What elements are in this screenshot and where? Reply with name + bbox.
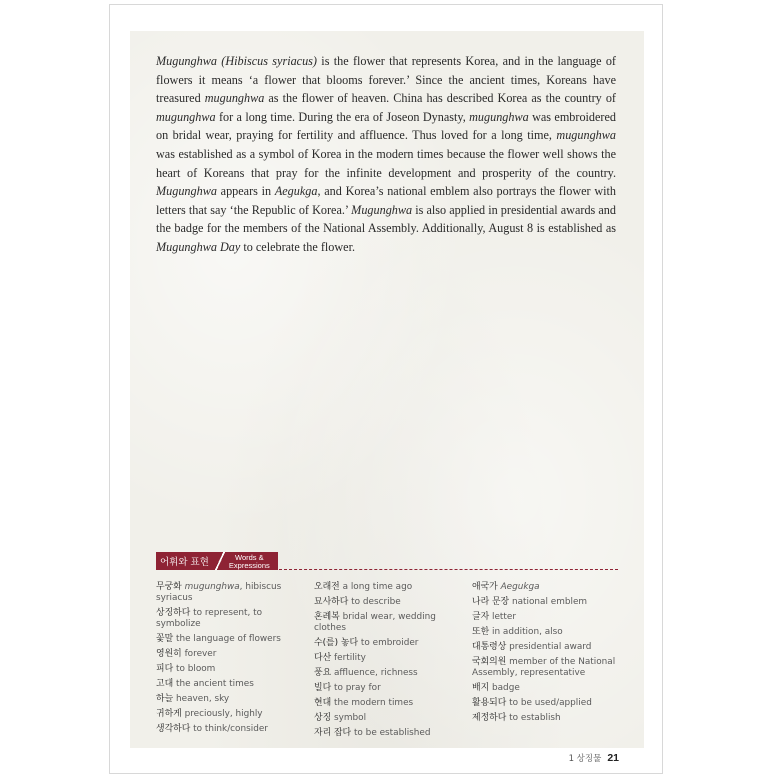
vocab-english: to represent, to symbolize bbox=[156, 608, 263, 630]
vocab-english bbox=[501, 582, 540, 592]
vocab-english: fertility bbox=[333, 653, 366, 664]
vocab-korean: 또한 bbox=[472, 627, 490, 637]
vocab-column-2 bbox=[314, 582, 464, 743]
vocab-korean: 영원히 bbox=[156, 649, 182, 660]
vocab-korean: 대통령상 bbox=[472, 642, 507, 652]
vocab-korean: 귀하게 bbox=[156, 709, 182, 720]
page-footer bbox=[569, 752, 619, 764]
vocab-item bbox=[314, 612, 464, 634]
vocab-english: a long time ago bbox=[342, 582, 413, 592]
vocab-english: preciously, highly bbox=[184, 709, 263, 720]
vocab-korean: 오래전 bbox=[314, 582, 340, 592]
words-header-english bbox=[225, 552, 278, 570]
vocab-item bbox=[314, 683, 464, 694]
vocab-korean: 활용되다 bbox=[472, 698, 507, 709]
vocab-item bbox=[472, 657, 628, 679]
vocab-english: in addition, also bbox=[491, 627, 563, 637]
vocab-english: affluence, richness bbox=[333, 668, 418, 679]
vocab-english: to think/consider bbox=[193, 724, 268, 735]
vocab-english-italic: Aegukga bbox=[500, 582, 540, 592]
vocab-korean: 애국가 bbox=[472, 582, 498, 592]
vocab-english: to be used/applied bbox=[509, 698, 592, 709]
vocab-korean: 묘사하다 bbox=[314, 597, 349, 607]
vocab-english: badge bbox=[491, 683, 520, 694]
paragraph-run: as the flower of heaven. China has described Korea as the country of bbox=[264, 91, 616, 106]
vocab-item bbox=[472, 683, 628, 694]
vocab-item bbox=[314, 582, 464, 593]
vocab-korean: 배지 bbox=[472, 683, 490, 694]
vocab-column-3 bbox=[472, 582, 628, 728]
vocab-korean: 제정하다 bbox=[472, 713, 507, 724]
vocab-english: to pray for bbox=[333, 683, 381, 694]
vocab-english: bridal wear, wedding clothes bbox=[314, 612, 436, 634]
vocab-item bbox=[156, 694, 306, 705]
words-header-english-line1: Words & bbox=[235, 553, 264, 562]
vocab-english: member of the National Assembly, representative bbox=[472, 657, 616, 679]
vocab-item bbox=[156, 608, 306, 630]
vocab-korean: 하늘 bbox=[156, 694, 174, 705]
dashed-divider bbox=[279, 569, 618, 570]
italic-term: mugunghwa bbox=[556, 128, 616, 143]
vocab-item bbox=[472, 612, 628, 623]
italic-term: Mugunghwa bbox=[351, 202, 413, 217]
vocab-item bbox=[156, 634, 306, 645]
vocab-korean: 피다 bbox=[156, 664, 174, 675]
italic-term: Mugunghwa Day bbox=[156, 239, 241, 254]
vocab-column-1 bbox=[156, 582, 306, 739]
vocab-item bbox=[156, 582, 306, 604]
vocab-item bbox=[314, 668, 464, 679]
vocab-english: the modern times bbox=[333, 698, 414, 709]
vocab-item bbox=[314, 698, 464, 709]
main-paragraph bbox=[156, 52, 616, 257]
vocab-item bbox=[472, 627, 628, 638]
vocab-korean: 풍요 bbox=[314, 668, 332, 679]
vocab-item bbox=[156, 679, 306, 690]
vocab-item bbox=[472, 582, 628, 593]
vocab-english: to establish bbox=[509, 713, 561, 724]
paragraph-run: was established as a symbol of Korea in the modern times because the flower well shows the heart of Koreans that pray for the infinite development and prosperity of the country. bbox=[156, 146, 616, 180]
vocab-korean: 글자 bbox=[472, 612, 490, 622]
vocab-english: letter bbox=[491, 612, 516, 622]
vocab-english: heaven, sky bbox=[175, 694, 230, 705]
italic-term: mugunghwa bbox=[156, 109, 216, 124]
vocab-english: national emblem bbox=[511, 597, 588, 607]
vocab-item bbox=[472, 597, 628, 608]
vocab-item bbox=[156, 709, 306, 720]
vocab-item bbox=[472, 698, 628, 709]
vocab-korean: 상징 bbox=[314, 713, 332, 724]
vocab-item bbox=[314, 653, 464, 664]
vocab-korean: 상징하다 bbox=[156, 608, 191, 619]
vocab-korean: 국회의원 bbox=[472, 657, 507, 667]
vocab-korean: 나라 문장 bbox=[472, 597, 510, 607]
vocab-english: the ancient times bbox=[175, 679, 254, 690]
vocab-korean: 자리 잡다 bbox=[314, 728, 352, 739]
words-header-korean: 어휘와 표현 bbox=[156, 552, 215, 570]
vocab-korean: 다산 bbox=[314, 653, 332, 664]
vocab-item bbox=[156, 724, 306, 735]
vocab-english: forever bbox=[184, 649, 217, 660]
paragraph-run: was embroidered on bridal wear, praying for fertility and affluence. Thus loved for a long time, bbox=[156, 109, 616, 143]
vocab-english: presidential award bbox=[509, 642, 592, 652]
chapter-label: 1 상징물 bbox=[568, 754, 602, 764]
vocab-english: to bloom bbox=[175, 664, 216, 675]
vocab-item bbox=[314, 713, 464, 724]
paragraph-run: is also applied in presidential awards and the badge for the members of the National Assembly. Additionally, August 8 is established as bbox=[156, 202, 616, 236]
vocab-item bbox=[472, 713, 628, 724]
vocab-korean: 혼례복 bbox=[314, 612, 340, 622]
vocab-korean: 수(를) 놓다 bbox=[314, 638, 359, 649]
words-header-english-line2: Expressions bbox=[228, 560, 270, 570]
page-number: 21 bbox=[607, 752, 619, 764]
vocab-korean: 무궁화 bbox=[156, 582, 182, 592]
italic-term: Mugunghwa bbox=[156, 184, 217, 199]
italic-term: Mugunghwa (Hibiscus syriacus) bbox=[156, 54, 317, 68]
vocab-korean: 고대 bbox=[156, 679, 174, 690]
vocab-korean: 빌다 bbox=[314, 683, 332, 694]
paragraph-run: is the flower that represents Korea, and in the language of flowers it means ‘a flower that blooms forever.’ Since the ancient times, Koreans have treasured bbox=[156, 54, 616, 106]
vocab-item bbox=[314, 597, 464, 608]
vocab-item bbox=[314, 728, 464, 739]
vocab-item bbox=[156, 664, 306, 675]
vocab-korean: 꽃말 bbox=[156, 634, 174, 645]
vocab-english-italic: mugunghwa bbox=[184, 582, 240, 592]
italic-term: mugunghwa bbox=[469, 109, 529, 124]
paragraph-run: , and Korea’s national emblem also portrays the flower with letters that say ‘the Republic of Korea.’ bbox=[156, 184, 617, 217]
words-expressions-header bbox=[156, 552, 278, 570]
italic-term: mugunghwa bbox=[204, 91, 265, 106]
vocab-english: to embroider bbox=[360, 638, 419, 649]
vocab-item bbox=[156, 649, 306, 660]
vocab-item bbox=[314, 638, 464, 649]
vocab-english-rest: , hibiscus syriacus bbox=[156, 582, 282, 604]
vocab-english: symbol bbox=[333, 713, 367, 724]
paragraph-run: to celebrate the flower. bbox=[240, 239, 356, 254]
vocab-english: the language of flowers bbox=[175, 634, 281, 645]
vocab-english: to describe bbox=[351, 597, 401, 607]
vocab-korean: 현대 bbox=[314, 698, 332, 709]
paragraph-run: for a long time. During the era of Joseon Dynasty, bbox=[215, 109, 470, 124]
header-slash-divider bbox=[215, 552, 225, 570]
italic-term: Aegukga bbox=[274, 184, 318, 199]
vocab-english: to be established bbox=[353, 728, 431, 739]
vocab-item bbox=[472, 642, 628, 653]
paragraph-run: appears in bbox=[216, 184, 275, 199]
vocab-korean: 생각하다 bbox=[156, 724, 191, 735]
